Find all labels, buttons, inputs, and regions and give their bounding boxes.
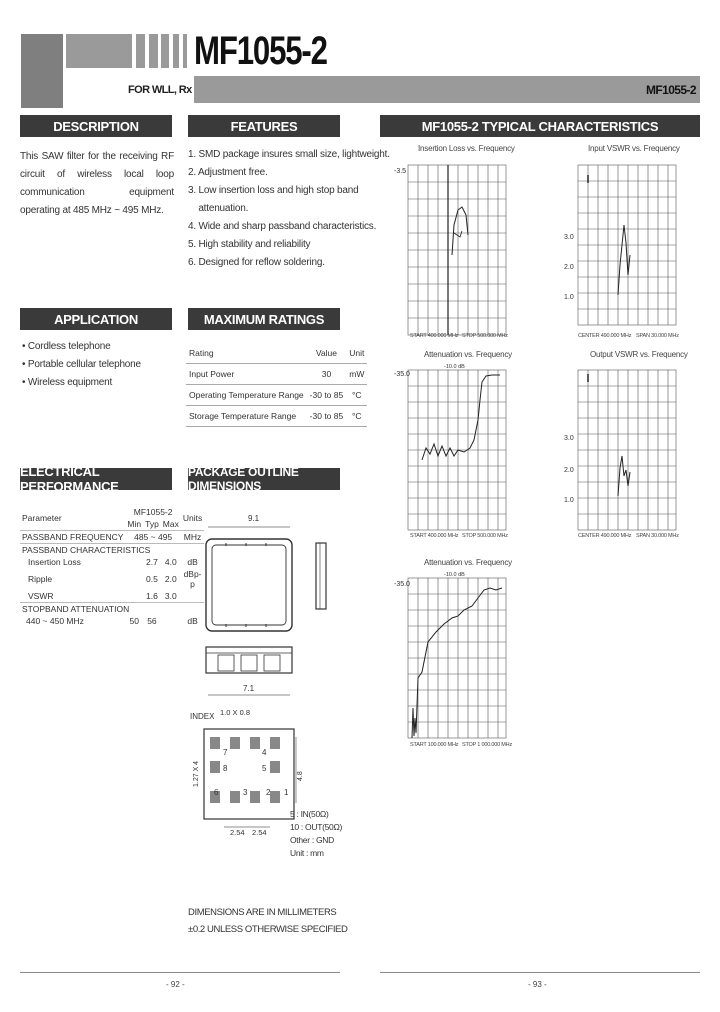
graph-title: Attenuation vs. Frequency <box>424 558 512 567</box>
pad-dim-label: 1.0 X 0.8 <box>220 708 251 717</box>
graph-title: Insertion Loss vs. Frequency <box>418 144 515 153</box>
mr-cell: Operating Temperature Range <box>189 390 304 400</box>
pad <box>230 737 240 749</box>
graph-input-vswr <box>562 155 682 335</box>
feature-item: 5. High stability and reliability <box>188 239 311 250</box>
ep-typ-label: Typ <box>145 519 159 529</box>
graph-stop: SPAN 30.000 MHz <box>636 333 679 339</box>
footer-rule-left <box>20 972 340 973</box>
section-header-typical: MF1055-2 TYPICAL CHARACTERISTICS <box>380 115 700 137</box>
graph-start: START 400.000 MHz <box>410 333 459 339</box>
dim-right-label: 4.8 <box>297 771 304 781</box>
graph-ylabel: 1.0 <box>564 294 574 301</box>
package-note: DIMENSIONS ARE IN MILLIMETERS <box>188 907 337 918</box>
ep-vswr-label: VSWR <box>28 591 54 601</box>
ep-stopband-typ: 56 <box>147 616 157 626</box>
legend-item: 5 : IN(50Ω) <box>290 809 329 819</box>
ep-stopband-min: 50 <box>129 616 139 626</box>
ep-ripple-unit: dBp-p <box>183 569 202 589</box>
dim-254-b: 2.54 <box>252 828 267 837</box>
header-block <box>21 34 63 108</box>
graph-start: CENTER 490.000 MHz <box>578 533 632 539</box>
pin-label: 7 <box>223 748 228 757</box>
ep-max-label: Max <box>162 519 179 529</box>
graph-insertion-loss <box>392 155 510 345</box>
page-number-right: - 93 - <box>528 980 547 989</box>
ep-il-unit: dB <box>187 557 198 567</box>
pad <box>210 761 220 773</box>
ep-il-label: Insertion Loss <box>28 557 81 567</box>
ep-stopband-label: STOPBAND ATTENUATION <box>20 603 204 616</box>
header-stripe <box>161 34 169 68</box>
graph-attenuation-1 <box>392 360 510 538</box>
application-item: • Cordless telephone <box>22 341 111 352</box>
mr-header-unit: Unit <box>349 348 365 358</box>
pin-label: 5 <box>262 764 267 773</box>
graph-stop: STOP 1 000.000 MHz <box>462 742 513 748</box>
ep-passband-unit: MHz <box>181 531 204 544</box>
feature-item: 3. Low insertion loss and high stop band <box>188 185 359 196</box>
pad <box>250 737 260 749</box>
header-stripe <box>136 34 145 68</box>
mr-cell: Storage Temperature Range <box>189 411 297 421</box>
ep-vswr-typ: 1.6 <box>146 591 158 601</box>
mr-cell: 30 <box>321 369 332 379</box>
graph-ylabel: 2.0 <box>564 264 574 271</box>
pin-label: 1 <box>284 788 289 797</box>
application-item: • Wireless equipment <box>22 377 113 388</box>
graph-yref: -35.0 <box>394 581 410 588</box>
package-top-view <box>206 539 292 631</box>
graph-ylabel: 1.0 <box>564 497 574 504</box>
graph-stop: SPAN 30.000 MHz <box>636 533 679 539</box>
pad <box>270 761 280 773</box>
header-stripe <box>173 34 179 68</box>
application-list <box>22 338 141 392</box>
section-header-max-ratings: MAXIMUM RATINGS <box>188 308 340 330</box>
graph-start: CENTER 490.000 MHz <box>578 333 632 339</box>
feature-item: 6. Designed for reflow soldering. <box>188 257 325 268</box>
pin-label: 2 <box>266 788 271 797</box>
section-header-description: DESCRIPTION <box>20 115 172 137</box>
pin-label: 3 <box>243 788 248 797</box>
graph-output-vswr <box>562 360 682 536</box>
package-legend <box>290 808 342 860</box>
graph-ylabel: 3.0 <box>564 435 574 442</box>
graph-start: START 100.000 MHz <box>410 742 459 748</box>
header-subtitle-left: FOR WLL, Rx <box>128 84 192 96</box>
pad <box>270 791 280 803</box>
graph-start: START 400.000 MHz <box>410 533 459 539</box>
graph-stop: STOP 500.000 MHz <box>462 533 508 539</box>
ep-units-label: Units <box>182 513 203 523</box>
dim-bottom-label: 7.1 <box>243 684 255 693</box>
header-stripe <box>183 34 187 68</box>
dim-254-a: 2.54 <box>230 828 245 837</box>
pad <box>250 791 260 803</box>
package-side-view <box>316 543 326 609</box>
ep-min-label: Min <box>127 519 142 529</box>
feature-item: 2. Adjustment free. <box>188 167 268 178</box>
graph-ylabel: 3.0 <box>564 234 574 241</box>
mr-cell: mW <box>349 369 365 379</box>
electrical-table <box>20 506 204 627</box>
pin-label: 8 <box>223 764 228 773</box>
pad <box>230 791 240 803</box>
pin-label: 6 <box>214 788 219 797</box>
ep-stopband-unit: dB <box>187 616 198 626</box>
ep-parameter-label: Parameter <box>22 513 62 523</box>
pin-label: 4 <box>262 748 267 757</box>
max-ratings-table <box>186 343 367 427</box>
graph-title: Output VSWR vs. Frequency <box>590 350 688 359</box>
header-subtitle-right: MF1055-2 <box>646 83 696 97</box>
ep-stopband-range: 440 ~ 450 MHz <box>26 616 84 626</box>
section-header-features: FEATURES <box>188 115 340 137</box>
graph-yref: -3.5 <box>394 168 407 175</box>
ep-ripple-max: 2.0 <box>164 574 177 584</box>
feature-item: 1. SMD package insures small size, lightweight. <box>188 149 390 160</box>
description-text: This SAW filter for the receiving RF circuit of wireless local loop communication equipment operating at 485 MHz ~ 495 MHz. <box>20 151 174 216</box>
package-notes <box>188 904 347 938</box>
legend-item: Other : GND <box>290 835 334 845</box>
mr-header-rating: Rating <box>189 348 214 358</box>
legend-item: 10 : OUT(50Ω) <box>290 822 343 832</box>
graph-yref: -35.0 <box>394 371 410 378</box>
dim-left-label: 1.27 X 4 <box>193 760 200 787</box>
header-subbar <box>194 76 700 103</box>
application-item: • Portable cellular telephone <box>22 359 141 370</box>
mr-header-value: Value <box>315 348 337 358</box>
ep-passband-value: 485 ~ 495 <box>125 531 180 544</box>
section-header-application: APPLICATION <box>20 308 172 330</box>
pad <box>210 737 220 749</box>
dim-top-label: 9.1 <box>248 514 260 523</box>
package-note: ±0.2 UNLESS OTHERWISE SPECIFIED <box>188 924 348 935</box>
page-title: MF1055-2 <box>194 29 327 73</box>
mr-cell: °C <box>352 411 362 421</box>
footer-rule-right <box>380 972 700 973</box>
header-stripe-bar <box>66 34 132 68</box>
graph-title: Input VSWR vs. Frequency <box>588 144 680 153</box>
page-number-left: - 92 - <box>166 980 185 989</box>
index-label: INDEX <box>190 712 215 721</box>
mr-cell: Input Power <box>189 369 235 379</box>
mr-cell: -30 to 85 <box>309 411 344 421</box>
graph-attenuation-2 <box>392 568 513 748</box>
graph-ylabel: 2.0 <box>564 467 574 474</box>
graph-marker: -10.0 dB <box>444 572 465 578</box>
graph-stop: STOP 500.000 MHz <box>462 333 508 339</box>
graph-marker: -10.0 dB <box>444 364 465 370</box>
ep-ripple-typ: 0.5 <box>146 574 158 584</box>
ep-passband-char-label: PASSBAND CHARACTERISTICS <box>20 544 204 557</box>
ep-model: MF1055-2 <box>133 507 173 517</box>
ep-il-max: 4.0 <box>164 557 177 567</box>
feature-item: 4. Wide and sharp passband characteristics. <box>188 221 377 232</box>
section-header-electrical: ELECTRICAL PERFORMANCE <box>20 468 172 490</box>
graph-title: Attenuation vs. Frequency <box>424 350 512 359</box>
mr-cell: °C <box>352 390 362 400</box>
features-list <box>188 146 390 272</box>
ep-passband-label: PASSBAND FREQUENCY <box>22 532 124 542</box>
legend-item: Unit : mm <box>290 848 324 858</box>
mr-cell: -30 to 85 <box>309 390 344 400</box>
pad <box>270 737 280 749</box>
ep-il-typ: 2.7 <box>146 557 158 567</box>
ep-ripple-label: Ripple <box>28 574 53 584</box>
section-header-package: PACKAGE OUTLINE DIMENSIONS <box>188 468 340 490</box>
ep-vswr-max: 3.0 <box>164 591 177 601</box>
feature-item: attenuation. <box>188 203 249 214</box>
header-stripe <box>149 34 158 68</box>
